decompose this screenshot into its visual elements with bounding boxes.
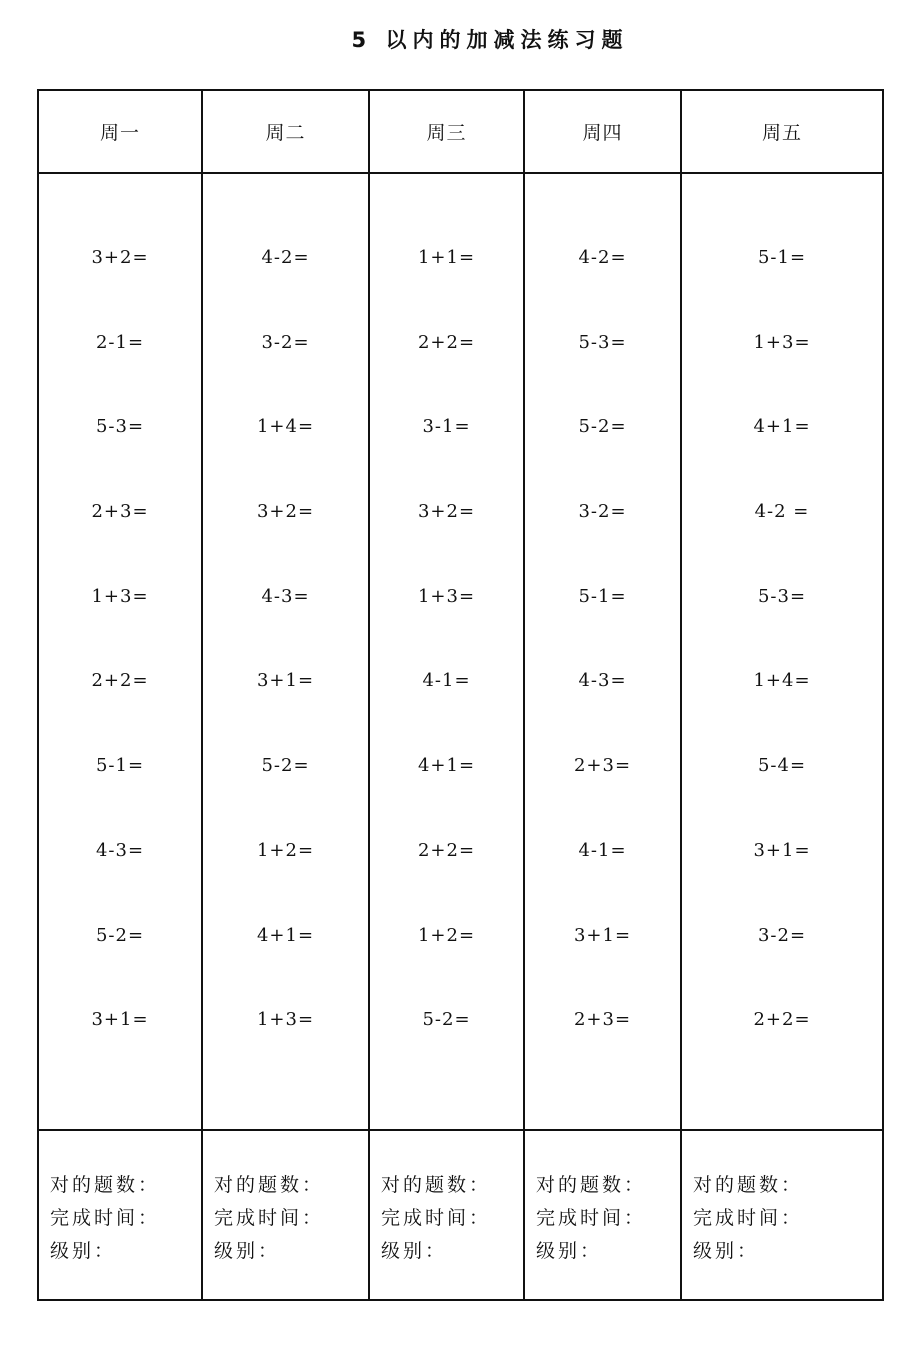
level-label: 级别：	[381, 1240, 448, 1262]
problem-item: 5-3=	[578, 331, 627, 353]
problem-item: 1+3=	[91, 585, 149, 607]
problem-list-mon	[39, 174, 201, 1093]
completion-time-label: 完成时间：	[50, 1207, 161, 1229]
problem-item: 5-4=	[757, 755, 807, 777]
problem-item: 4-3=	[95, 839, 145, 861]
problem-item: 5-3=	[95, 416, 145, 438]
problem-item: 3+2=	[417, 501, 476, 523]
correct-count-label: 对的题数：	[536, 1174, 647, 1196]
problem-item: 2+3=	[573, 1009, 632, 1031]
score-box-fri	[682, 1131, 882, 1268]
correct-count-label: 对的题数：	[693, 1174, 804, 1196]
completion-time-label: 完成时间：	[381, 1207, 492, 1229]
problem-item: 3+1=	[573, 924, 632, 946]
problem-list-fri	[682, 174, 882, 1093]
score-box-tue	[203, 1131, 368, 1268]
day-header-thu: 周四	[524, 90, 681, 173]
completion-time-label: 完成时间：	[536, 1207, 647, 1229]
day-header-wed: 周三	[369, 90, 524, 173]
problem-item: 3-2=	[261, 331, 310, 353]
level-label: 级别：	[50, 1240, 117, 1262]
problems-row	[38, 173, 883, 1130]
problem-item: 5-1=	[578, 585, 627, 607]
problem-item: 2+2=	[417, 331, 476, 353]
problem-item: 3+1=	[91, 1009, 149, 1031]
problem-item: 3+2=	[91, 247, 149, 268]
problem-item: 2+2=	[753, 1009, 811, 1031]
problem-item: 5-3=	[757, 585, 807, 607]
problem-item: 1+4=	[753, 670, 811, 692]
problem-item: 3-1=	[422, 416, 471, 438]
problem-item: 2+2=	[91, 670, 149, 692]
footer-row	[38, 1130, 883, 1300]
worksheet-title: 5 以内的加减法练习题	[351, 28, 629, 52]
problem-item: 4-2=	[578, 247, 627, 268]
correct-count-label: 对的题数：	[50, 1174, 161, 1196]
completion-time-label: 完成时间：	[693, 1207, 804, 1229]
problem-item: 4+1=	[753, 416, 811, 438]
problem-item: 1+2=	[417, 924, 476, 946]
score-box-wed	[370, 1131, 523, 1268]
problem-item: 3+1=	[753, 839, 811, 861]
level-label: 级别：	[214, 1240, 281, 1262]
day-header-mon: 周一	[38, 90, 202, 173]
problem-item: 4-2=	[261, 247, 310, 268]
problem-item: 5-2=	[95, 924, 145, 946]
problem-item: 3-2=	[757, 924, 807, 946]
problem-item: 4-1=	[422, 670, 471, 692]
correct-count-label: 对的题数：	[381, 1174, 492, 1196]
level-label: 级别：	[693, 1240, 760, 1262]
problem-item: 4-1=	[578, 839, 627, 861]
problem-item: 1+3=	[753, 331, 811, 353]
header-row	[38, 90, 883, 173]
problem-item: 4+1=	[417, 755, 476, 777]
problem-list-wed	[370, 174, 523, 1093]
problem-item: 5-2=	[578, 416, 627, 438]
problem-item: 2+3=	[573, 755, 632, 777]
problem-item: 3-2=	[578, 501, 627, 523]
problem-list-tue	[203, 174, 368, 1093]
problem-item: 4-2 =	[754, 501, 810, 523]
problem-item: 2+2=	[417, 839, 476, 861]
problem-item: 1+4=	[256, 416, 315, 438]
correct-count-label: 对的题数：	[214, 1174, 325, 1196]
completion-time-label: 完成时间：	[214, 1207, 325, 1229]
problem-item: 3+1=	[256, 670, 315, 692]
problem-item: 4-3=	[578, 670, 627, 692]
day-header-fri: 周五	[681, 90, 883, 173]
problem-item: 3+2=	[256, 501, 315, 523]
score-box-mon	[39, 1131, 201, 1268]
day-header-tue: 周二	[202, 90, 369, 173]
problem-item: 4-3=	[261, 585, 310, 607]
problem-item: 5-2=	[261, 755, 310, 777]
problem-item: 1+3=	[256, 1009, 315, 1031]
problem-item: 1+1=	[417, 247, 476, 268]
problem-item: 2+3=	[91, 501, 149, 523]
problem-item: 5-1=	[95, 755, 145, 777]
score-box-thu	[525, 1131, 680, 1268]
level-label: 级别：	[536, 1240, 603, 1262]
problem-item: 2-1=	[95, 331, 145, 353]
problem-item: 1+3=	[417, 585, 476, 607]
worksheet-table	[37, 89, 884, 1301]
problem-item: 4+1=	[256, 924, 315, 946]
problem-list-thu	[525, 174, 680, 1093]
problem-item: 5-1=	[757, 247, 807, 268]
problem-item: 5-2=	[422, 1009, 471, 1031]
problem-item: 1+2=	[256, 839, 315, 861]
